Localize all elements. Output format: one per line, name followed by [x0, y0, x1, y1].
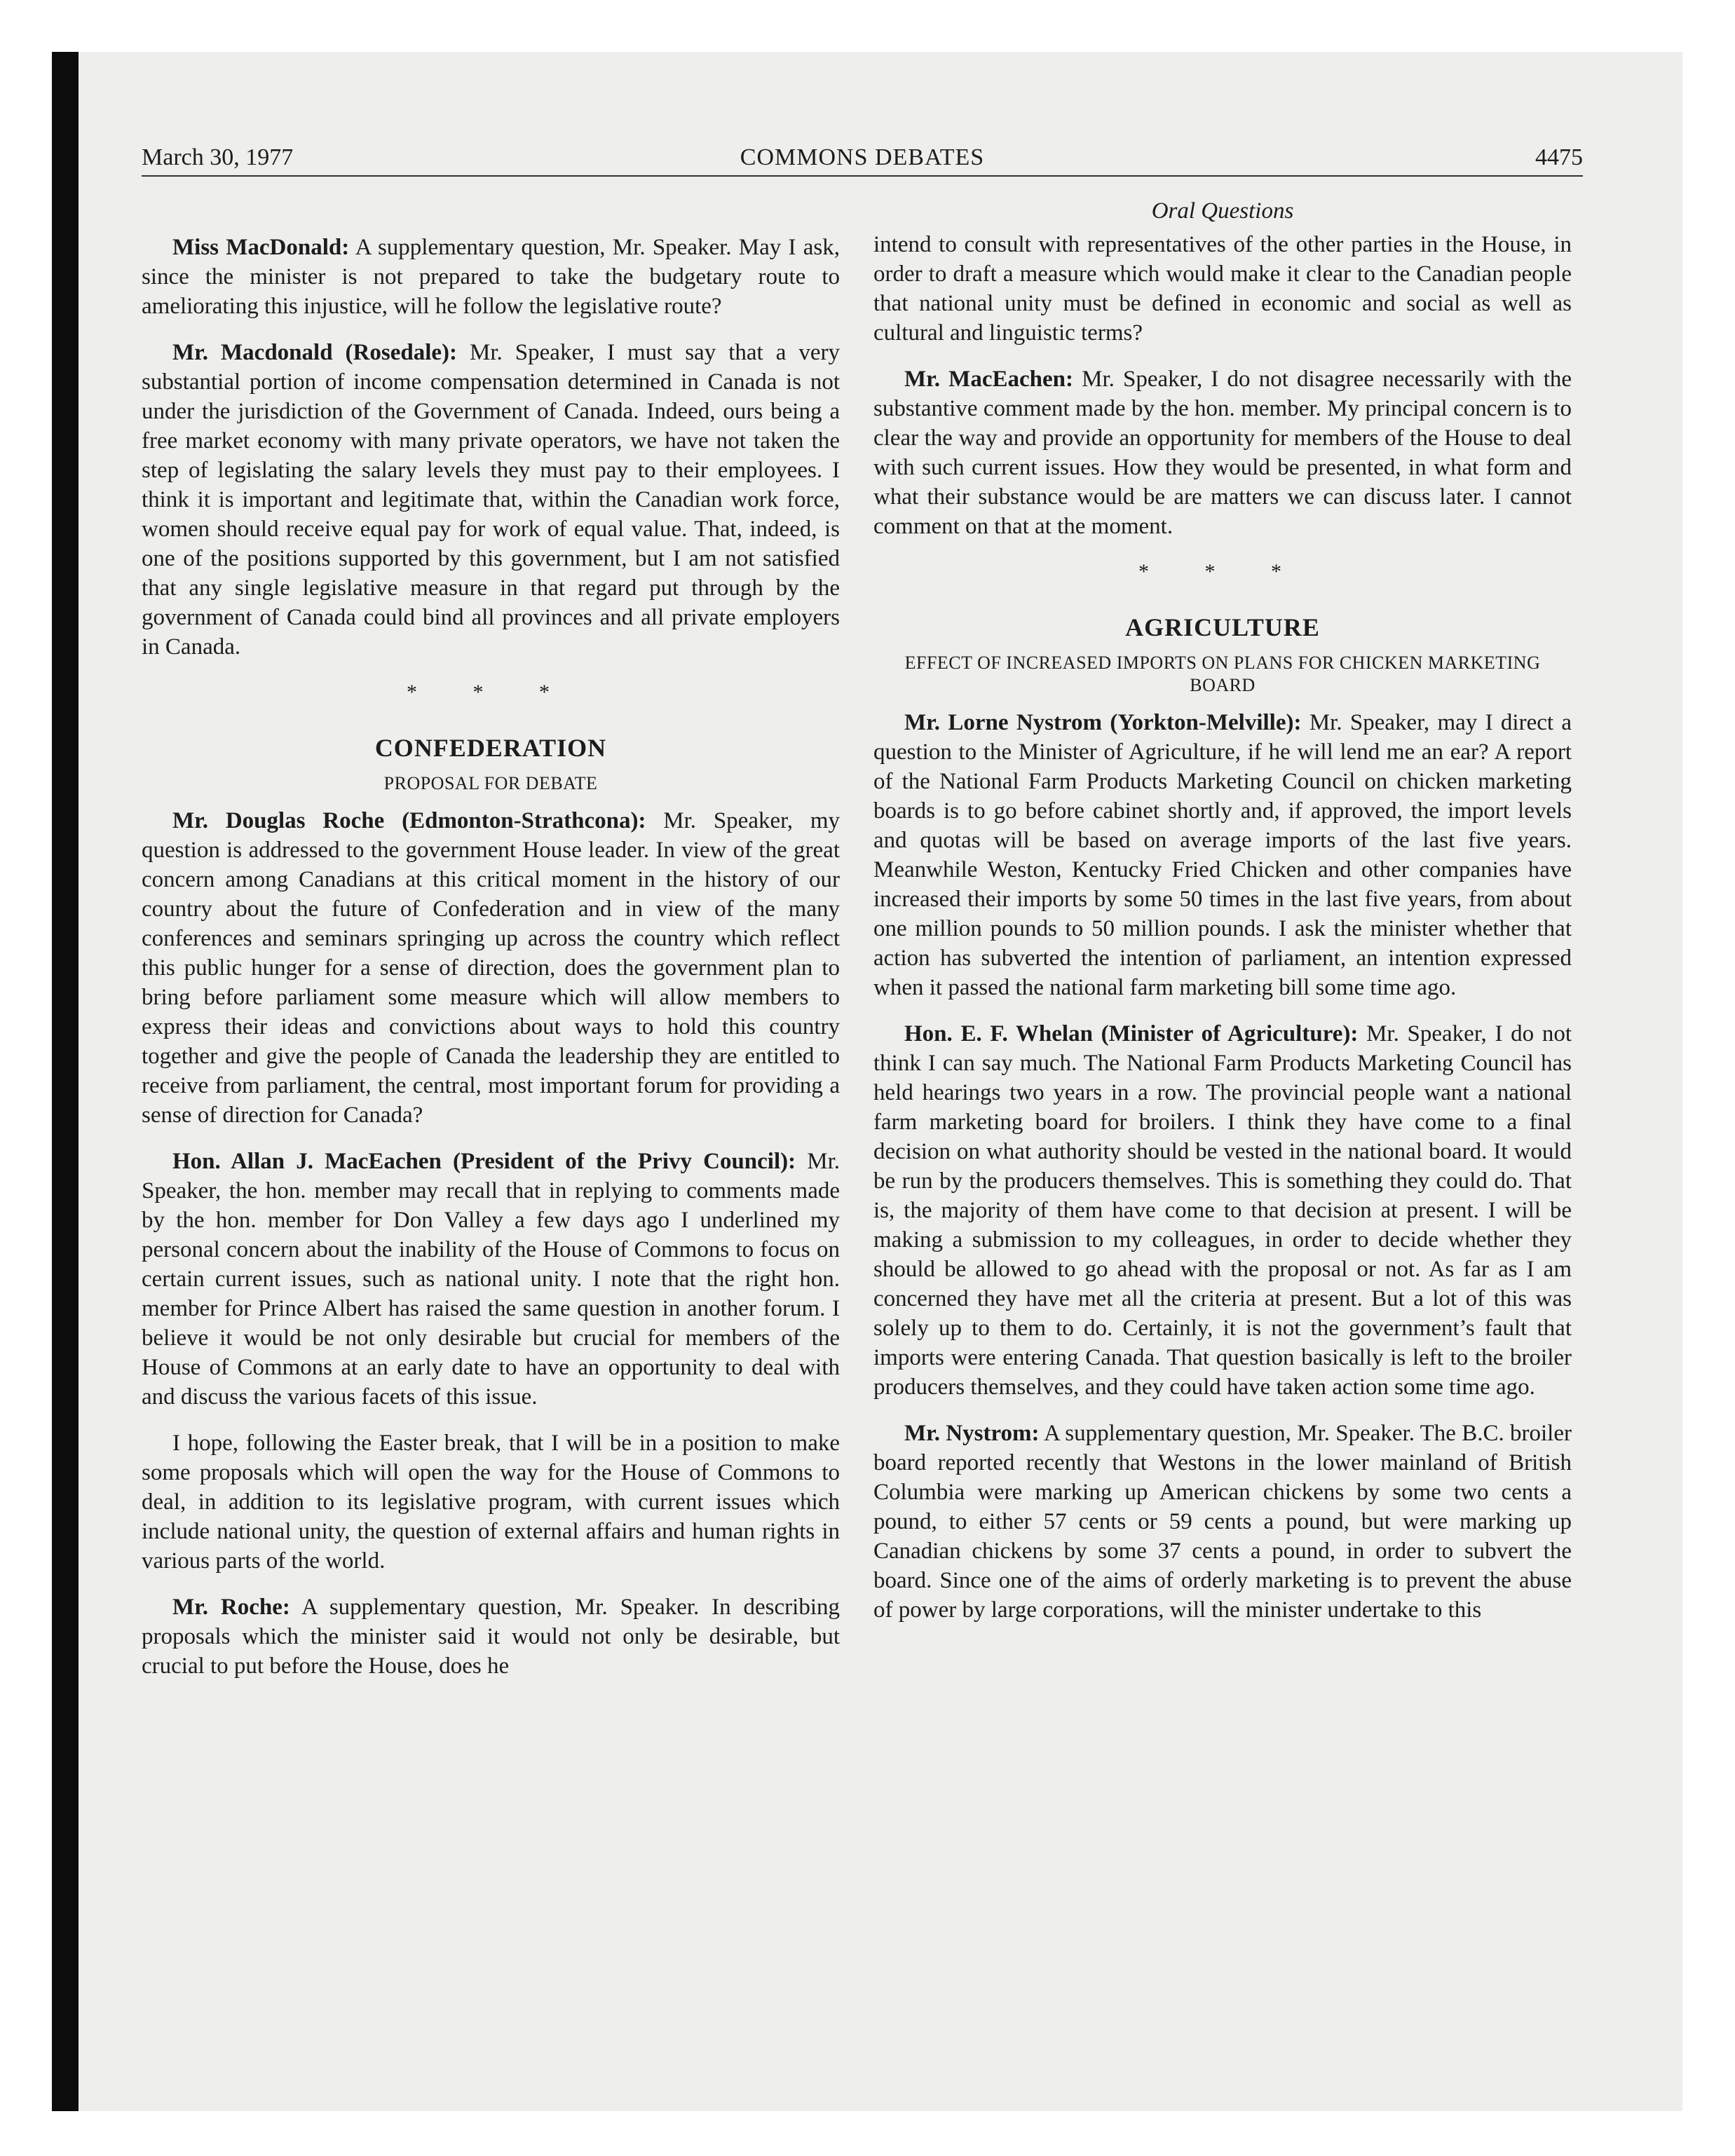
- paragraph: [142, 338, 840, 662]
- paragraph: [873, 230, 1572, 348]
- binding-edge: [52, 52, 79, 2111]
- paragraph: [142, 1592, 840, 1681]
- speaker-name: Hon. E. F. Whelan (Minister of Agriculture):: [904, 1021, 1359, 1046]
- speaker-name: Mr. Lorne Nystrom (Yorkton-Melville):: [904, 710, 1302, 735]
- paragraph: [142, 1147, 840, 1412]
- paragraph-text: I hope, following the Easter break, that I will be in a position to make some proposals which will open the way for the House of Commons to deal, in addition to its legislative program, with current issues which include national unity, the question of external affairs and human rights in various parts of the world.: [142, 1431, 840, 1574]
- paragraph-text: intend to consult with representatives of the other parties in the House, in order to draft a measure which would make it clear to the Canadian people that national unity must be defined in economic and social as well as cultural and linguistic terms?: [873, 232, 1572, 346]
- page-header: [142, 140, 1583, 175]
- section-subheading: PROPOSAL FOR DEBATE: [383, 773, 598, 793]
- speaker-name: Mr. MacEachen:: [904, 367, 1073, 392]
- paragraph-text: Mr. Speaker, may I direct a question to the Minister of Agriculture, if he will lend me an ear? A report of the National Farm Products Marketing Council on chicken marketing boards is to go before cabinet shortly and, if approved, the import levels and quotas will be based on average imports of the last five years. Meanwhile Weston, Kentucky Fried Chicken and other companies have increased their imports by some 50 times in the last five years, from about one million pounds to 50 million pounds. I ask the minister whether that action has subverted the intention of parliament, an intention expressed when it passed the national farm marketing bill some time ago.: [873, 710, 1572, 1000]
- speaker-name: Mr. Macdonald (Rosedale):: [172, 340, 458, 365]
- speaker-name: Mr. Nystrom:: [904, 1421, 1040, 1446]
- left-column: [142, 233, 840, 1698]
- paragraph: [142, 233, 840, 321]
- paragraph-text: Mr. Speaker, I do not disagree necessarily with the substantive comment made by the hon. member. My principal concern is to clear the way and provide an opportunity for members of the House to deal with such current issues. How they would be presented, in what form and what their substance would be are matters we can discuss later. I cannot comment on that at the moment.: [873, 367, 1572, 539]
- section-separator: * * *: [1138, 560, 1307, 583]
- section-title: CONFEDERATION: [374, 734, 607, 762]
- running-head: Oral Questions: [1151, 198, 1294, 224]
- speaker-name: Hon. Allan J. MacEachen (President of the Privy Council):: [172, 1149, 796, 1174]
- paragraph-text: Mr. Speaker, I do not think I can say much. The National Farm Products Marketing Council has held hearings two years in a row. The provincial people want a national farm marketing board for broilers. I think they have come to a final decision on what authority should be vested in the national board. It would be run by the producers themselves. This is something they could do. That is, the majority of them have come to that decision at present. I will be making a submission to my colleagues, in order to decide whether they should be allowed to go ahead with the proposal or not. As far as I am concerned they have met all the criteria at present. But a lot of this was solely up to them to do. Certainly, it is not the government’s fault that imports were entering Canada. That question basically is left to the broiler producers themselves, and they could have taken action some time ago.: [873, 1021, 1572, 1400]
- paragraph: [142, 1428, 840, 1576]
- paragraph-text: Mr. Speaker, the hon. member may recall that in replying to comments made by the hon. member for Don Valley a few days ago I underlined my personal concern about the inability of the House of Commons to focus on certain current issues, such as national unity. I note that the right hon. member for Prince Albert has raised the same question in another forum. I believe it would be not only desirable but crucial for members of the House of Commons at an early date to have an opportunity to deal with and discuss the various facets of this issue.: [142, 1149, 840, 1410]
- header-publication: COMMONS DEBATES: [740, 144, 985, 170]
- header-rule: [142, 175, 1583, 177]
- paragraph-text: Mr. Speaker, I must say that a very substantial portion of income compensation determined in Canada is not under the jurisdiction of the Government of Canada. Indeed, ours being a free market economy with many private operators, we have not taken the step of legislating the salary levels they must pay to their employees. I think it is important and legitimate that, within the Canadian work force, women should receive equal pay for work of equal value. That, indeed, is one of the positions supported by this government, but I am not satisfied that any single legislative measure in that regard put through by the government of Canada could bind all provinces and all private employers in Canada.: [142, 340, 840, 660]
- section-separator: * * *: [407, 681, 575, 704]
- paragraph-text: A supplementary question, Mr. Speaker. May I ask, since the minister is not prepared to take the budgetary route to ameliorating this injustice, will he follow the legislative route?: [142, 235, 840, 319]
- paragraph: [873, 364, 1572, 541]
- paragraph: [873, 708, 1572, 1002]
- paragraph-text: A supplementary question, Mr. Speaker. In describing proposals which the minister said it would not only be desirable, but crucial to put before the House, does he: [142, 1595, 841, 1679]
- speaker-name: Miss MacDonald:: [172, 235, 350, 260]
- header-page-number: 4475: [1535, 144, 1583, 170]
- section-title: AGRICULTURE: [1125, 613, 1320, 641]
- section-subheading: EFFECT OF INCREASED IMPORTS ON PLANS FOR CHICKEN MARKETING BOARD: [904, 653, 1541, 695]
- paragraph: [142, 806, 840, 1130]
- paragraph: [873, 1019, 1572, 1402]
- right-column: [873, 196, 1572, 1642]
- paragraph: [873, 1419, 1572, 1625]
- speaker-name: Mr. Roche:: [172, 1595, 290, 1620]
- speaker-name: Mr. Douglas Roche (Edmonton-Strathcona):: [172, 808, 646, 833]
- header-date: March 30, 1977: [142, 144, 294, 170]
- paragraph-text: A supplementary question, Mr. Speaker. The B.C. broiler board reported recently that Westons in the lower mainland of British Columbia were marking up American chickens by some two cents a pound, to either 57 cents or 59 cents a pound, but were marking up Canadian chickens by some 37 cents a pound, in order to subvert the board. Since one of the aims of orderly marketing is to prevent the abuse of power by large corporations, will the minister undertake to this: [873, 1421, 1572, 1623]
- paragraph-text: Mr. Speaker, my question is addressed to the government House leader. In view of the great concern among Canadians at this critical moment in the history of our country about the future of Confederation and in view of the many conferences and seminars springing up across the country which reflect this public hunger for a sense of direction, does the government plan to bring before parliament some measure which will allow members to express their ideas and convictions about ways to hold this country together and give the people of Canada the leadership they are entitled to receive from parliament, the central, most important forum for providing a sense of direction for Canada?: [142, 808, 840, 1128]
